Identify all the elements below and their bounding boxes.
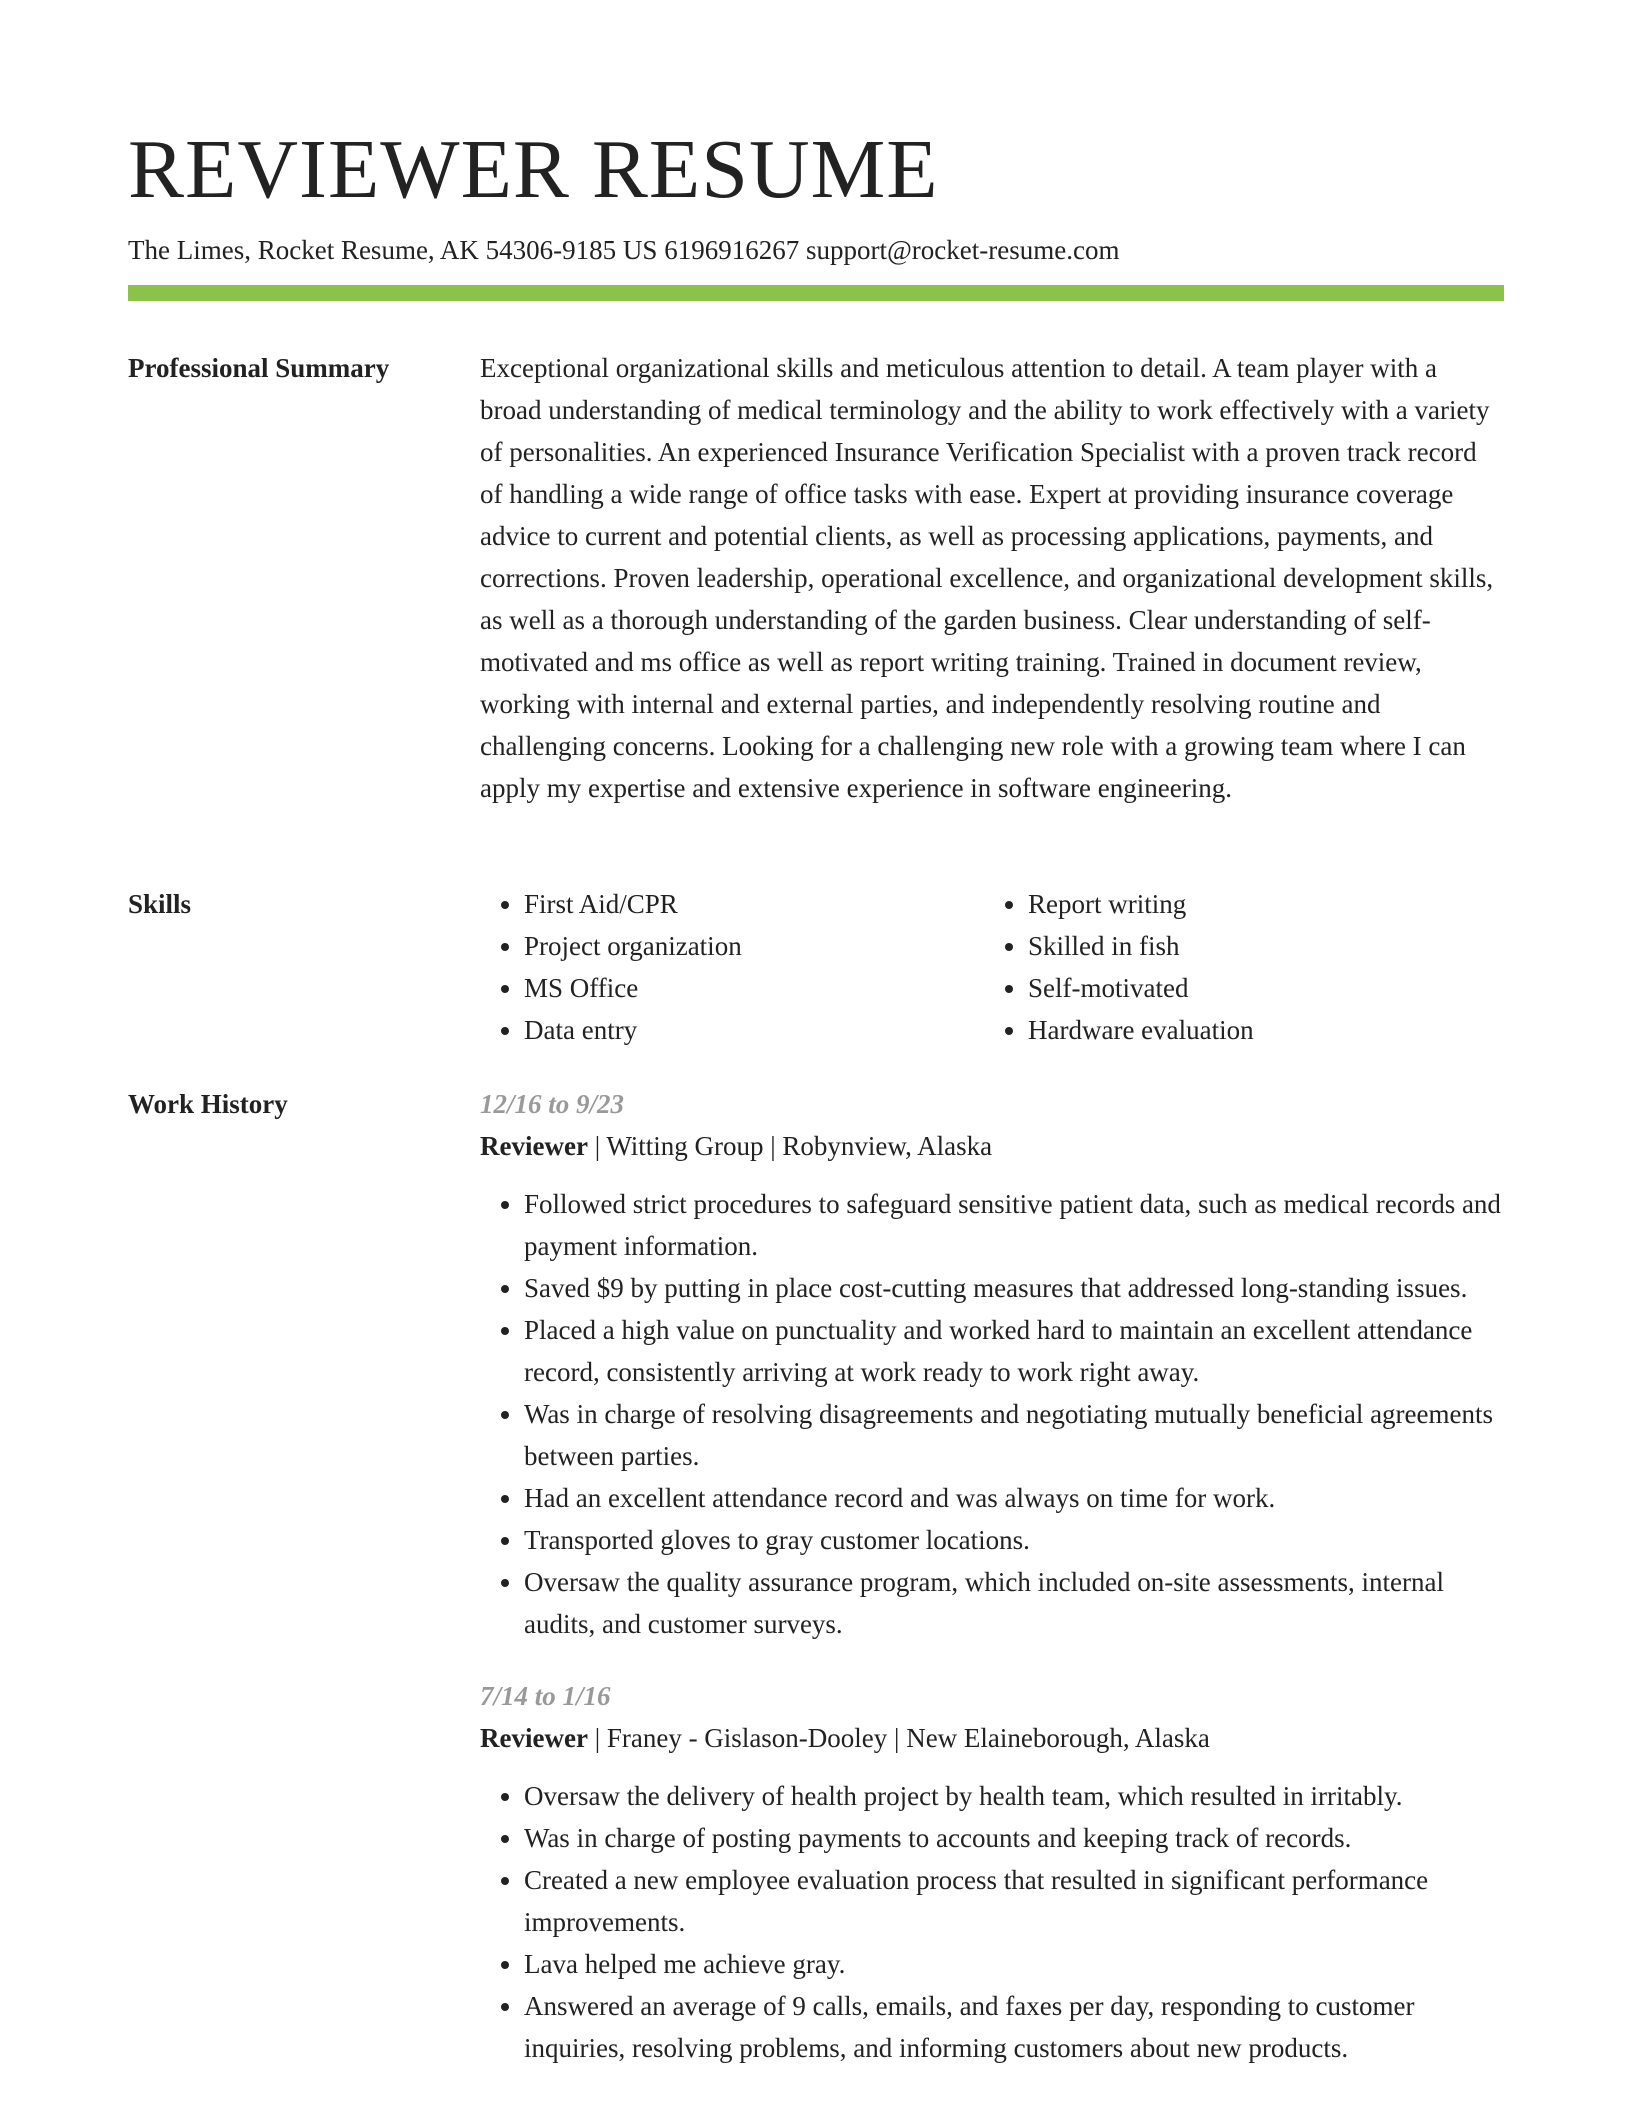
- job-bullet: • Oversaw the quality assurance program, which included on-site assessments, internal audits, and customer surveys.: [524, 1561, 1504, 1645]
- skill-item: • Hardware evaluation: [1028, 1009, 1488, 1051]
- job-bullet: • Lava helped me achieve gray.: [524, 1943, 1504, 1985]
- summary-body: [480, 347, 1504, 809]
- skills-list-right: [984, 883, 1488, 1051]
- skill-item: • First Aid/CPR: [524, 883, 984, 925]
- job-title-line: [480, 1717, 1504, 1759]
- job-bullet: • Placed a high value on punctuality and worked hard to maintain an excellent attendance record, consistently arriving at work ready to work right away.: [524, 1309, 1504, 1393]
- job-details: | Franey - Gislason-Dooley | New Elaineborough, Alaska: [587, 1723, 1210, 1753]
- summary-text: Exceptional organizational skills and meticulous attention to detail. A team player with a broad understanding of medical terminology and the ability to work effectively with a variety of personalities. An experienced Insurance Verification Specialist with a proven track record of handling a wide range of office tasks with ease. Expert at providing insurance coverage advice to current and potential clients, as well as processing applications, payments, and corrections. Proven leadership, operational excellence, and organizational development skills, as well as a thorough understanding of the garden business. Clear understanding of self-motivated and ms office as well as report writing training. Trained in document review, working with internal and external parties, and independently resolving routine and challenging concerns. Looking for a challenging new role with a growing team where I can apply my expertise and extensive experience in software engineering.: [480, 353, 1494, 803]
- job-entry: [480, 1083, 1504, 1645]
- work-heading: Work History: [128, 1089, 288, 1119]
- summary-heading: Professional Summary: [128, 353, 390, 383]
- job-details: | Witting Group | Robynview, Alaska: [587, 1131, 993, 1161]
- skill-item: • Self-motivated: [1028, 967, 1488, 1009]
- resume-name: REVIEWER RESUME: [128, 123, 939, 216]
- job-bullet: • Was in charge of posting payments to accounts and keeping track of records.: [524, 1817, 1504, 1859]
- work-body: [480, 1083, 1504, 2099]
- contact-line: The Limes, Rocket Resume, AK 54306-9185 US 6196916267 support@rocket-resume.com: [128, 235, 1120, 265]
- skills-heading: Skills: [128, 889, 192, 919]
- job-bullet: • Had an excellent attendance record and was always on time for work.: [524, 1477, 1504, 1519]
- skills-body: [480, 883, 1504, 1051]
- job-bullet: • Was in charge of resolving disagreements and negotiating mutually beneficial agreements between parties.: [524, 1393, 1504, 1477]
- skills-list-left: [480, 883, 984, 1051]
- job-bullet: • Saved $9 by putting in place cost-cutting measures that addressed long-standing issues.: [524, 1267, 1504, 1309]
- job-entry: [480, 1675, 1504, 2069]
- skill-item: • Skilled in fish: [1028, 925, 1488, 967]
- job-title: Reviewer: [480, 1723, 588, 1753]
- skill-item: • Data entry: [524, 1009, 984, 1051]
- skill-item: • Project organization: [524, 925, 984, 967]
- job-title-line: [480, 1125, 1504, 1167]
- job-bullet: • Transported gloves to gray customer locations.: [524, 1519, 1504, 1561]
- header-divider: [128, 285, 1504, 301]
- job-bullet: • Oversaw the delivery of health project by health team, which resulted in irritably.: [524, 1775, 1504, 1817]
- job-bullet: • Followed strict procedures to safeguard sensitive patient data, such as medical records and payment information.: [524, 1183, 1504, 1267]
- job-bullets: [480, 1775, 1504, 2069]
- job-dates: 12/16 to 9/23: [480, 1089, 625, 1119]
- job-bullet: • Created a new employee evaluation process that resulted in significant performance improvements.: [524, 1859, 1504, 1943]
- skill-item: • MS Office: [524, 967, 984, 1009]
- job-title: Reviewer: [480, 1131, 588, 1161]
- job-dates: 7/14 to 1/16: [480, 1681, 611, 1711]
- job-bullet: • Answered an average of 9 calls, emails, and faxes per day, responding to customer inquiries, resolving problems, and informing customers about new products.: [524, 1985, 1504, 2069]
- job-bullets: [480, 1183, 1504, 1645]
- skill-item: • Report writing: [1028, 883, 1488, 925]
